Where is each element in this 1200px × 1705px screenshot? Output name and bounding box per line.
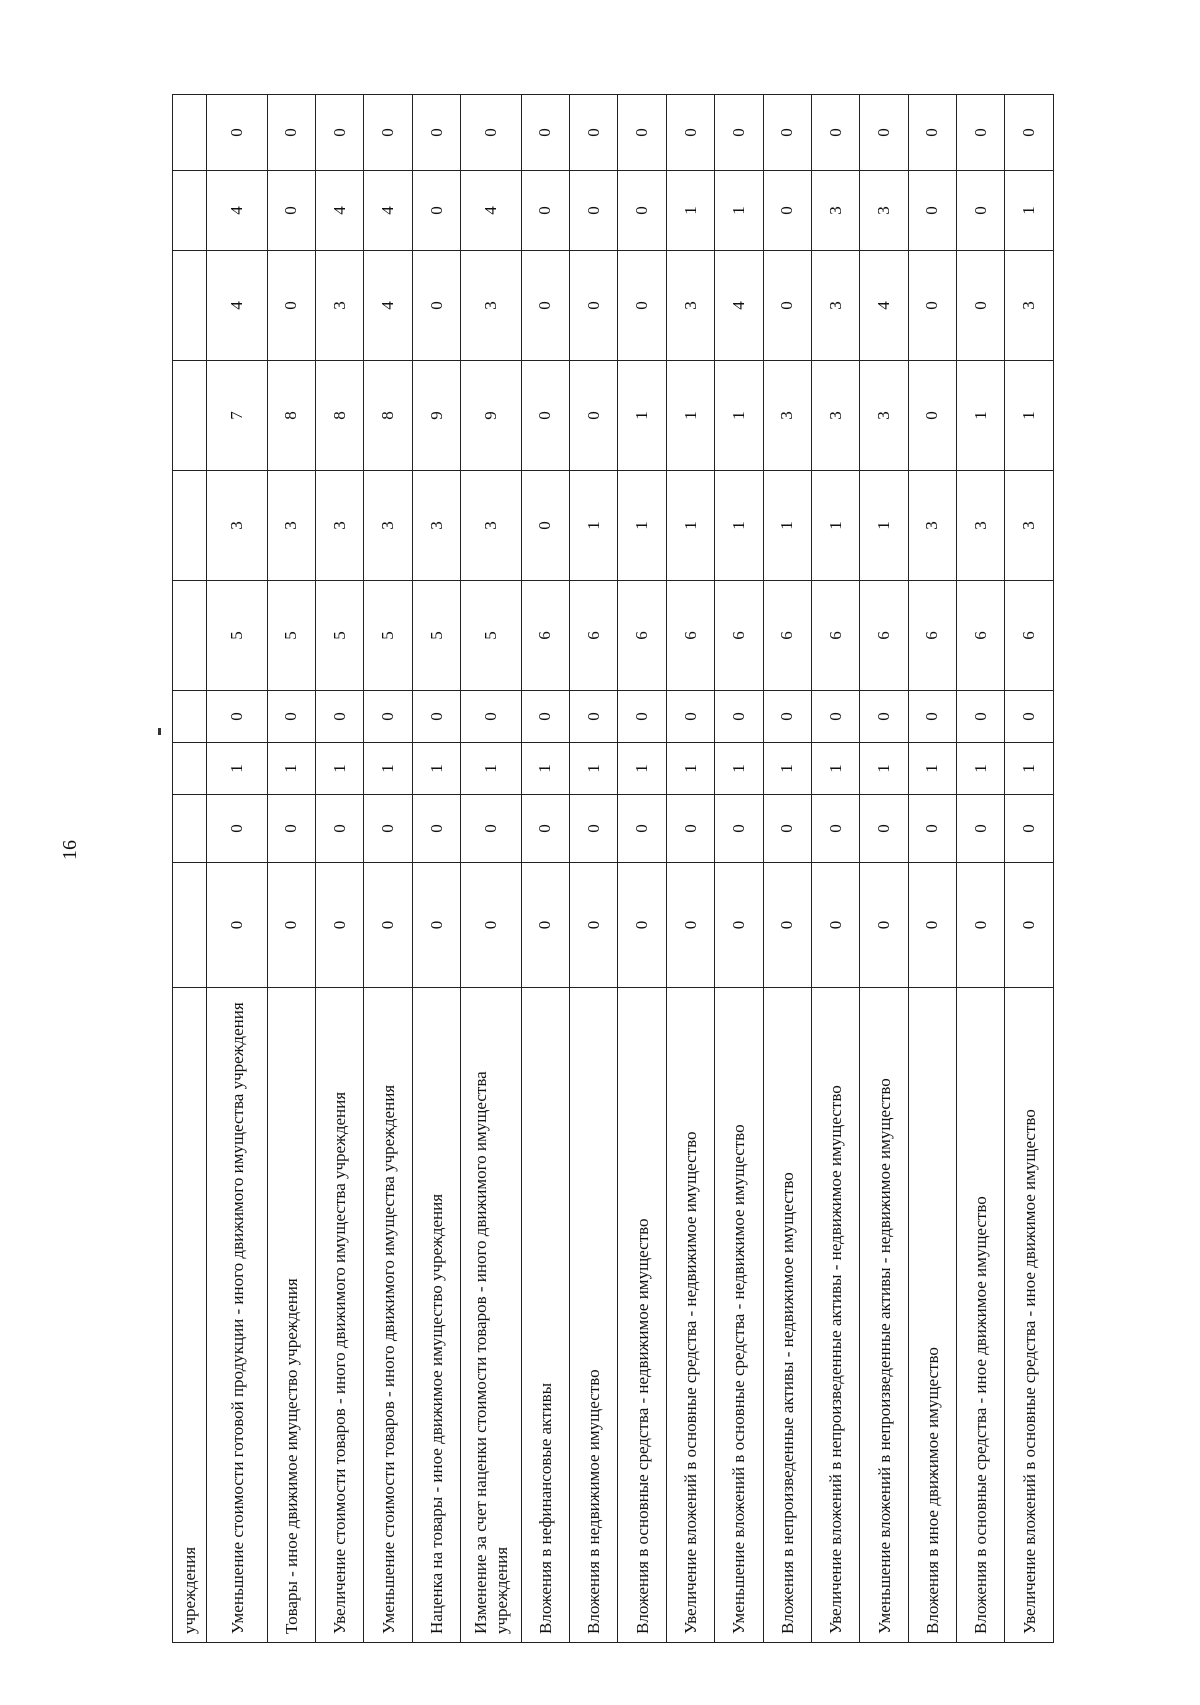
account-name-cell: Наценка на товары - иное движимое имущество учреждения bbox=[412, 988, 460, 1643]
code-digit-cell: 0 bbox=[715, 795, 763, 863]
code-digit-cell: 3 bbox=[316, 471, 364, 581]
code-digit-cell: 1 bbox=[811, 743, 859, 795]
account-name-cell: Вложения в непроизведенные активы - недвижимое имущество bbox=[763, 988, 811, 1643]
code-digit-cell: 1 bbox=[1005, 171, 1054, 251]
code-digit-cell: 0 bbox=[957, 95, 1005, 171]
code-digit-cell: 0 bbox=[570, 795, 618, 863]
code-digit-cell: 6 bbox=[908, 581, 956, 691]
code-digit-cell: 0 bbox=[811, 691, 859, 743]
code-digit-cell: 1 bbox=[666, 743, 714, 795]
code-digit-cell: 6 bbox=[957, 581, 1005, 691]
code-digit-cell: 0 bbox=[715, 863, 763, 988]
accounts-table-wrapper bbox=[172, 95, 1054, 1643]
code-digit-cell: 0 bbox=[570, 691, 618, 743]
code-digit-cell: 5 bbox=[316, 581, 364, 691]
code-digit-cell: 1 bbox=[666, 361, 714, 471]
table-row bbox=[412, 95, 460, 1643]
code-digit-cell: 0 bbox=[1005, 795, 1054, 863]
code-digit-cell: 6 bbox=[1005, 581, 1054, 691]
code-digit-cell: 0 bbox=[763, 171, 811, 251]
code-digit-cell: 1 bbox=[715, 361, 763, 471]
code-digit-cell: 0 bbox=[908, 251, 956, 361]
code-digit-cell: 0 bbox=[412, 691, 460, 743]
code-digit-cell: 1 bbox=[461, 743, 521, 795]
code-digit-cell: 1 bbox=[207, 743, 267, 795]
code-digit-cell bbox=[173, 795, 207, 863]
table-row bbox=[521, 95, 569, 1643]
code-digit-cell: 1 bbox=[957, 361, 1005, 471]
code-digit-cell: 1 bbox=[618, 743, 666, 795]
code-digit-cell: 1 bbox=[316, 743, 364, 795]
code-digit-cell: 0 bbox=[1005, 863, 1054, 988]
code-digit-cell: 0 bbox=[207, 863, 267, 988]
table-row bbox=[957, 95, 1005, 1643]
table-row bbox=[666, 95, 714, 1643]
code-digit-cell: 1 bbox=[364, 743, 412, 795]
code-digit-cell: 0 bbox=[957, 251, 1005, 361]
code-digit-cell: 0 bbox=[461, 691, 521, 743]
code-digit-cell: 0 bbox=[412, 863, 460, 988]
code-digit-cell bbox=[173, 251, 207, 361]
code-digit-cell: 6 bbox=[570, 581, 618, 691]
table-row bbox=[618, 95, 666, 1643]
code-digit-cell: 4 bbox=[715, 251, 763, 361]
code-digit-cell: 8 bbox=[364, 361, 412, 471]
account-name-cell: Товары - иное движимое имущество учреждения bbox=[267, 988, 315, 1643]
code-digit-cell: 0 bbox=[521, 361, 569, 471]
code-digit-cell: 0 bbox=[763, 863, 811, 988]
code-digit-cell: 0 bbox=[811, 95, 859, 171]
code-digit-cell: 0 bbox=[412, 795, 460, 863]
code-digit-cell: 0 bbox=[1005, 691, 1054, 743]
table-row bbox=[364, 95, 412, 1643]
account-name-cell: Увеличение вложений в основные средства - иное движимое имущество bbox=[1005, 988, 1054, 1643]
code-digit-cell: 3 bbox=[364, 471, 412, 581]
code-digit-cell: 0 bbox=[207, 691, 267, 743]
code-digit-cell: 0 bbox=[570, 95, 618, 171]
code-digit-cell: 0 bbox=[763, 691, 811, 743]
code-digit-cell: 1 bbox=[1005, 361, 1054, 471]
code-digit-cell: 0 bbox=[666, 691, 714, 743]
code-digit-cell: 0 bbox=[207, 795, 267, 863]
code-digit-cell: 0 bbox=[364, 863, 412, 988]
code-digit-cell: 0 bbox=[957, 171, 1005, 251]
code-digit-cell: 0 bbox=[412, 251, 460, 361]
code-digit-cell: 0 bbox=[908, 95, 956, 171]
code-digit-cell: 3 bbox=[811, 251, 859, 361]
account-name-cell: Увеличение стоимости товаров - иного движимого имущества учреждения bbox=[316, 988, 364, 1643]
code-digit-cell: 5 bbox=[412, 581, 460, 691]
code-digit-cell: 0 bbox=[316, 863, 364, 988]
table-row bbox=[461, 95, 521, 1643]
code-digit-cell: 3 bbox=[957, 471, 1005, 581]
account-name-cell: Вложения в недвижимое имущество bbox=[570, 988, 618, 1643]
code-digit-cell bbox=[173, 471, 207, 581]
code-digit-cell: 0 bbox=[811, 863, 859, 988]
code-digit-cell: 0 bbox=[521, 251, 569, 361]
code-digit-cell: 6 bbox=[618, 581, 666, 691]
code-digit-cell: 0 bbox=[1005, 95, 1054, 171]
code-digit-cell: 1 bbox=[570, 471, 618, 581]
code-digit-cell: 0 bbox=[267, 171, 315, 251]
code-digit-cell: 0 bbox=[521, 471, 569, 581]
account-name-cell: Уменьшение вложений в непроизведенные активы - недвижимое имущество bbox=[860, 988, 908, 1643]
code-digit-cell: 3 bbox=[412, 471, 460, 581]
code-digit-cell: 1 bbox=[1005, 743, 1054, 795]
code-digit-cell: 0 bbox=[715, 691, 763, 743]
code-digit-cell: 0 bbox=[908, 795, 956, 863]
code-digit-cell: 3 bbox=[811, 361, 859, 471]
code-digit-cell: 0 bbox=[860, 795, 908, 863]
table-row bbox=[908, 95, 956, 1643]
table-row bbox=[715, 95, 763, 1643]
table-row bbox=[763, 95, 811, 1643]
code-digit-cell: 9 bbox=[412, 361, 460, 471]
code-digit-cell: 0 bbox=[316, 95, 364, 171]
code-digit-cell: 4 bbox=[860, 251, 908, 361]
code-digit-cell: 0 bbox=[570, 251, 618, 361]
account-name-cell: Изменение за счет наценки стоимости товаров - иного движимого имущества учреждения bbox=[461, 988, 521, 1643]
code-digit-cell: 1 bbox=[957, 743, 1005, 795]
code-digit-cell: 0 bbox=[521, 863, 569, 988]
code-digit-cell: 6 bbox=[715, 581, 763, 691]
code-digit-cell: 4 bbox=[207, 251, 267, 361]
code-digit-cell: 0 bbox=[461, 95, 521, 171]
code-digit-cell: 3 bbox=[1005, 471, 1054, 581]
code-digit-cell: 3 bbox=[763, 361, 811, 471]
account-name-cell: Увеличение вложений в непроизведенные активы - недвижимое имущество bbox=[811, 988, 859, 1643]
code-digit-cell: 1 bbox=[860, 471, 908, 581]
code-digit-cell: 1 bbox=[618, 361, 666, 471]
code-digit-cell: 6 bbox=[811, 581, 859, 691]
code-digit-cell: 0 bbox=[957, 691, 1005, 743]
code-digit-cell: 0 bbox=[570, 863, 618, 988]
code-digit-cell: 1 bbox=[908, 743, 956, 795]
code-digit-cell: 0 bbox=[666, 795, 714, 863]
code-digit-cell bbox=[173, 691, 207, 743]
code-digit-cell: 1 bbox=[763, 471, 811, 581]
code-digit-cell: 0 bbox=[521, 171, 569, 251]
code-digit-cell bbox=[173, 171, 207, 251]
code-digit-cell: 5 bbox=[207, 581, 267, 691]
code-digit-cell: 4 bbox=[364, 171, 412, 251]
code-digit-cell: 1 bbox=[521, 743, 569, 795]
accounts-table bbox=[172, 94, 1054, 1643]
code-digit-cell: 0 bbox=[364, 691, 412, 743]
code-digit-cell: 0 bbox=[412, 171, 460, 251]
code-digit-cell: 0 bbox=[461, 795, 521, 863]
code-digit-cell: 0 bbox=[267, 795, 315, 863]
code-digit-cell: 1 bbox=[715, 471, 763, 581]
code-digit-cell: 0 bbox=[267, 863, 315, 988]
page-number: 16 bbox=[59, 840, 81, 860]
code-digit-cell: 3 bbox=[461, 471, 521, 581]
code-digit-cell: 0 bbox=[618, 251, 666, 361]
code-digit-cell: 0 bbox=[316, 691, 364, 743]
code-digit-cell: 0 bbox=[618, 691, 666, 743]
table-row bbox=[1005, 95, 1054, 1643]
code-digit-cell: 6 bbox=[763, 581, 811, 691]
code-digit-cell: 0 bbox=[957, 863, 1005, 988]
code-digit-cell: 0 bbox=[618, 95, 666, 171]
code-digit-cell: 0 bbox=[908, 361, 956, 471]
code-digit-cell: 0 bbox=[521, 95, 569, 171]
code-digit-cell: 0 bbox=[412, 95, 460, 171]
table-row bbox=[316, 95, 364, 1643]
table-row bbox=[207, 95, 267, 1643]
code-digit-cell: 0 bbox=[618, 863, 666, 988]
code-digit-cell: 1 bbox=[618, 471, 666, 581]
code-digit-cell: 0 bbox=[618, 171, 666, 251]
code-digit-cell: 8 bbox=[316, 361, 364, 471]
code-digit-cell bbox=[173, 361, 207, 471]
account-name-cell: Вложения в основные средства - недвижимое имущество bbox=[618, 988, 666, 1643]
account-name-cell: Уменьшение стоимости готовой продукции - иного движимого имущества учреждения bbox=[207, 988, 267, 1643]
code-digit-cell: 1 bbox=[267, 743, 315, 795]
account-name-cell: Увеличение вложений в основные средства - недвижимое имущество bbox=[666, 988, 714, 1643]
code-digit-cell: 0 bbox=[908, 691, 956, 743]
code-digit-cell: 3 bbox=[811, 171, 859, 251]
code-digit-cell: 0 bbox=[715, 95, 763, 171]
code-digit-cell: 1 bbox=[715, 743, 763, 795]
code-digit-cell: 0 bbox=[860, 95, 908, 171]
code-digit-cell: 0 bbox=[763, 95, 811, 171]
code-digit-cell: 3 bbox=[860, 171, 908, 251]
table-row bbox=[173, 95, 207, 1643]
code-digit-cell: 9 bbox=[461, 361, 521, 471]
code-digit-cell: 0 bbox=[267, 251, 315, 361]
code-digit-cell: 3 bbox=[207, 471, 267, 581]
code-digit-cell: 0 bbox=[364, 795, 412, 863]
code-digit-cell: 3 bbox=[316, 251, 364, 361]
code-digit-cell: 6 bbox=[666, 581, 714, 691]
table-row bbox=[860, 95, 908, 1643]
code-digit-cell: 3 bbox=[860, 361, 908, 471]
code-digit-cell: 1 bbox=[666, 171, 714, 251]
code-digit-cell: 1 bbox=[666, 471, 714, 581]
table-row bbox=[570, 95, 618, 1643]
code-digit-cell bbox=[173, 863, 207, 988]
account-name-cell: Вложения в основные средства - иное движимое имущество bbox=[957, 988, 1005, 1643]
code-digit-cell: 1 bbox=[763, 743, 811, 795]
code-digit-cell: 4 bbox=[364, 251, 412, 361]
code-digit-cell: 3 bbox=[1005, 251, 1054, 361]
code-digit-cell: 0 bbox=[521, 691, 569, 743]
code-digit-cell: 0 bbox=[618, 795, 666, 863]
code-digit-cell: 8 bbox=[267, 361, 315, 471]
code-digit-cell bbox=[173, 581, 207, 691]
code-digit-cell: 1 bbox=[715, 171, 763, 251]
code-digit-cell: 0 bbox=[364, 95, 412, 171]
code-digit-cell: 0 bbox=[763, 795, 811, 863]
code-digit-cell: 0 bbox=[860, 863, 908, 988]
code-digit-cell: 0 bbox=[666, 95, 714, 171]
table-row bbox=[811, 95, 859, 1643]
code-digit-cell: 0 bbox=[267, 95, 315, 171]
code-digit-cell: 0 bbox=[908, 171, 956, 251]
code-digit-cell bbox=[173, 95, 207, 171]
code-digit-cell: 1 bbox=[412, 743, 460, 795]
code-digit-cell: 1 bbox=[811, 471, 859, 581]
code-digit-cell: 3 bbox=[461, 251, 521, 361]
code-digit-cell: 0 bbox=[957, 795, 1005, 863]
account-name-cell: Уменьшение стоимости товаров - иного движимого имущества учреждения bbox=[364, 988, 412, 1643]
code-digit-cell: 1 bbox=[570, 743, 618, 795]
code-digit-cell: 4 bbox=[461, 171, 521, 251]
table-row bbox=[267, 95, 315, 1643]
code-digit-cell: 0 bbox=[521, 795, 569, 863]
code-digit-cell: 3 bbox=[666, 251, 714, 361]
code-digit-cell bbox=[173, 743, 207, 795]
code-digit-cell: 0 bbox=[666, 863, 714, 988]
scan-mark bbox=[158, 728, 161, 735]
code-digit-cell: 0 bbox=[316, 795, 364, 863]
code-digit-cell: 4 bbox=[316, 171, 364, 251]
code-digit-cell: 5 bbox=[364, 581, 412, 691]
code-digit-cell: 3 bbox=[908, 471, 956, 581]
code-digit-cell: 3 bbox=[267, 471, 315, 581]
code-digit-cell: 7 bbox=[207, 361, 267, 471]
account-name-cell: Вложения в иное движимое имущество bbox=[908, 988, 956, 1643]
code-digit-cell: 0 bbox=[461, 863, 521, 988]
code-digit-cell: 4 bbox=[207, 171, 267, 251]
code-digit-cell: 0 bbox=[207, 95, 267, 171]
account-name-cell: учреждения bbox=[173, 988, 207, 1643]
code-digit-cell: 0 bbox=[267, 691, 315, 743]
code-digit-cell: 1 bbox=[860, 743, 908, 795]
code-digit-cell: 0 bbox=[570, 171, 618, 251]
code-digit-cell: 0 bbox=[570, 361, 618, 471]
account-name-cell: Вложения в нефинансовые активы bbox=[521, 988, 569, 1643]
code-digit-cell: 6 bbox=[860, 581, 908, 691]
code-digit-cell: 0 bbox=[908, 863, 956, 988]
account-name-cell: Уменьшение вложений в основные средства - недвижимое имущество bbox=[715, 988, 763, 1643]
code-digit-cell: 5 bbox=[461, 581, 521, 691]
code-digit-cell: 0 bbox=[763, 251, 811, 361]
code-digit-cell: 0 bbox=[811, 795, 859, 863]
code-digit-cell: 0 bbox=[860, 691, 908, 743]
code-digit-cell: 6 bbox=[521, 581, 569, 691]
code-digit-cell: 5 bbox=[267, 581, 315, 691]
